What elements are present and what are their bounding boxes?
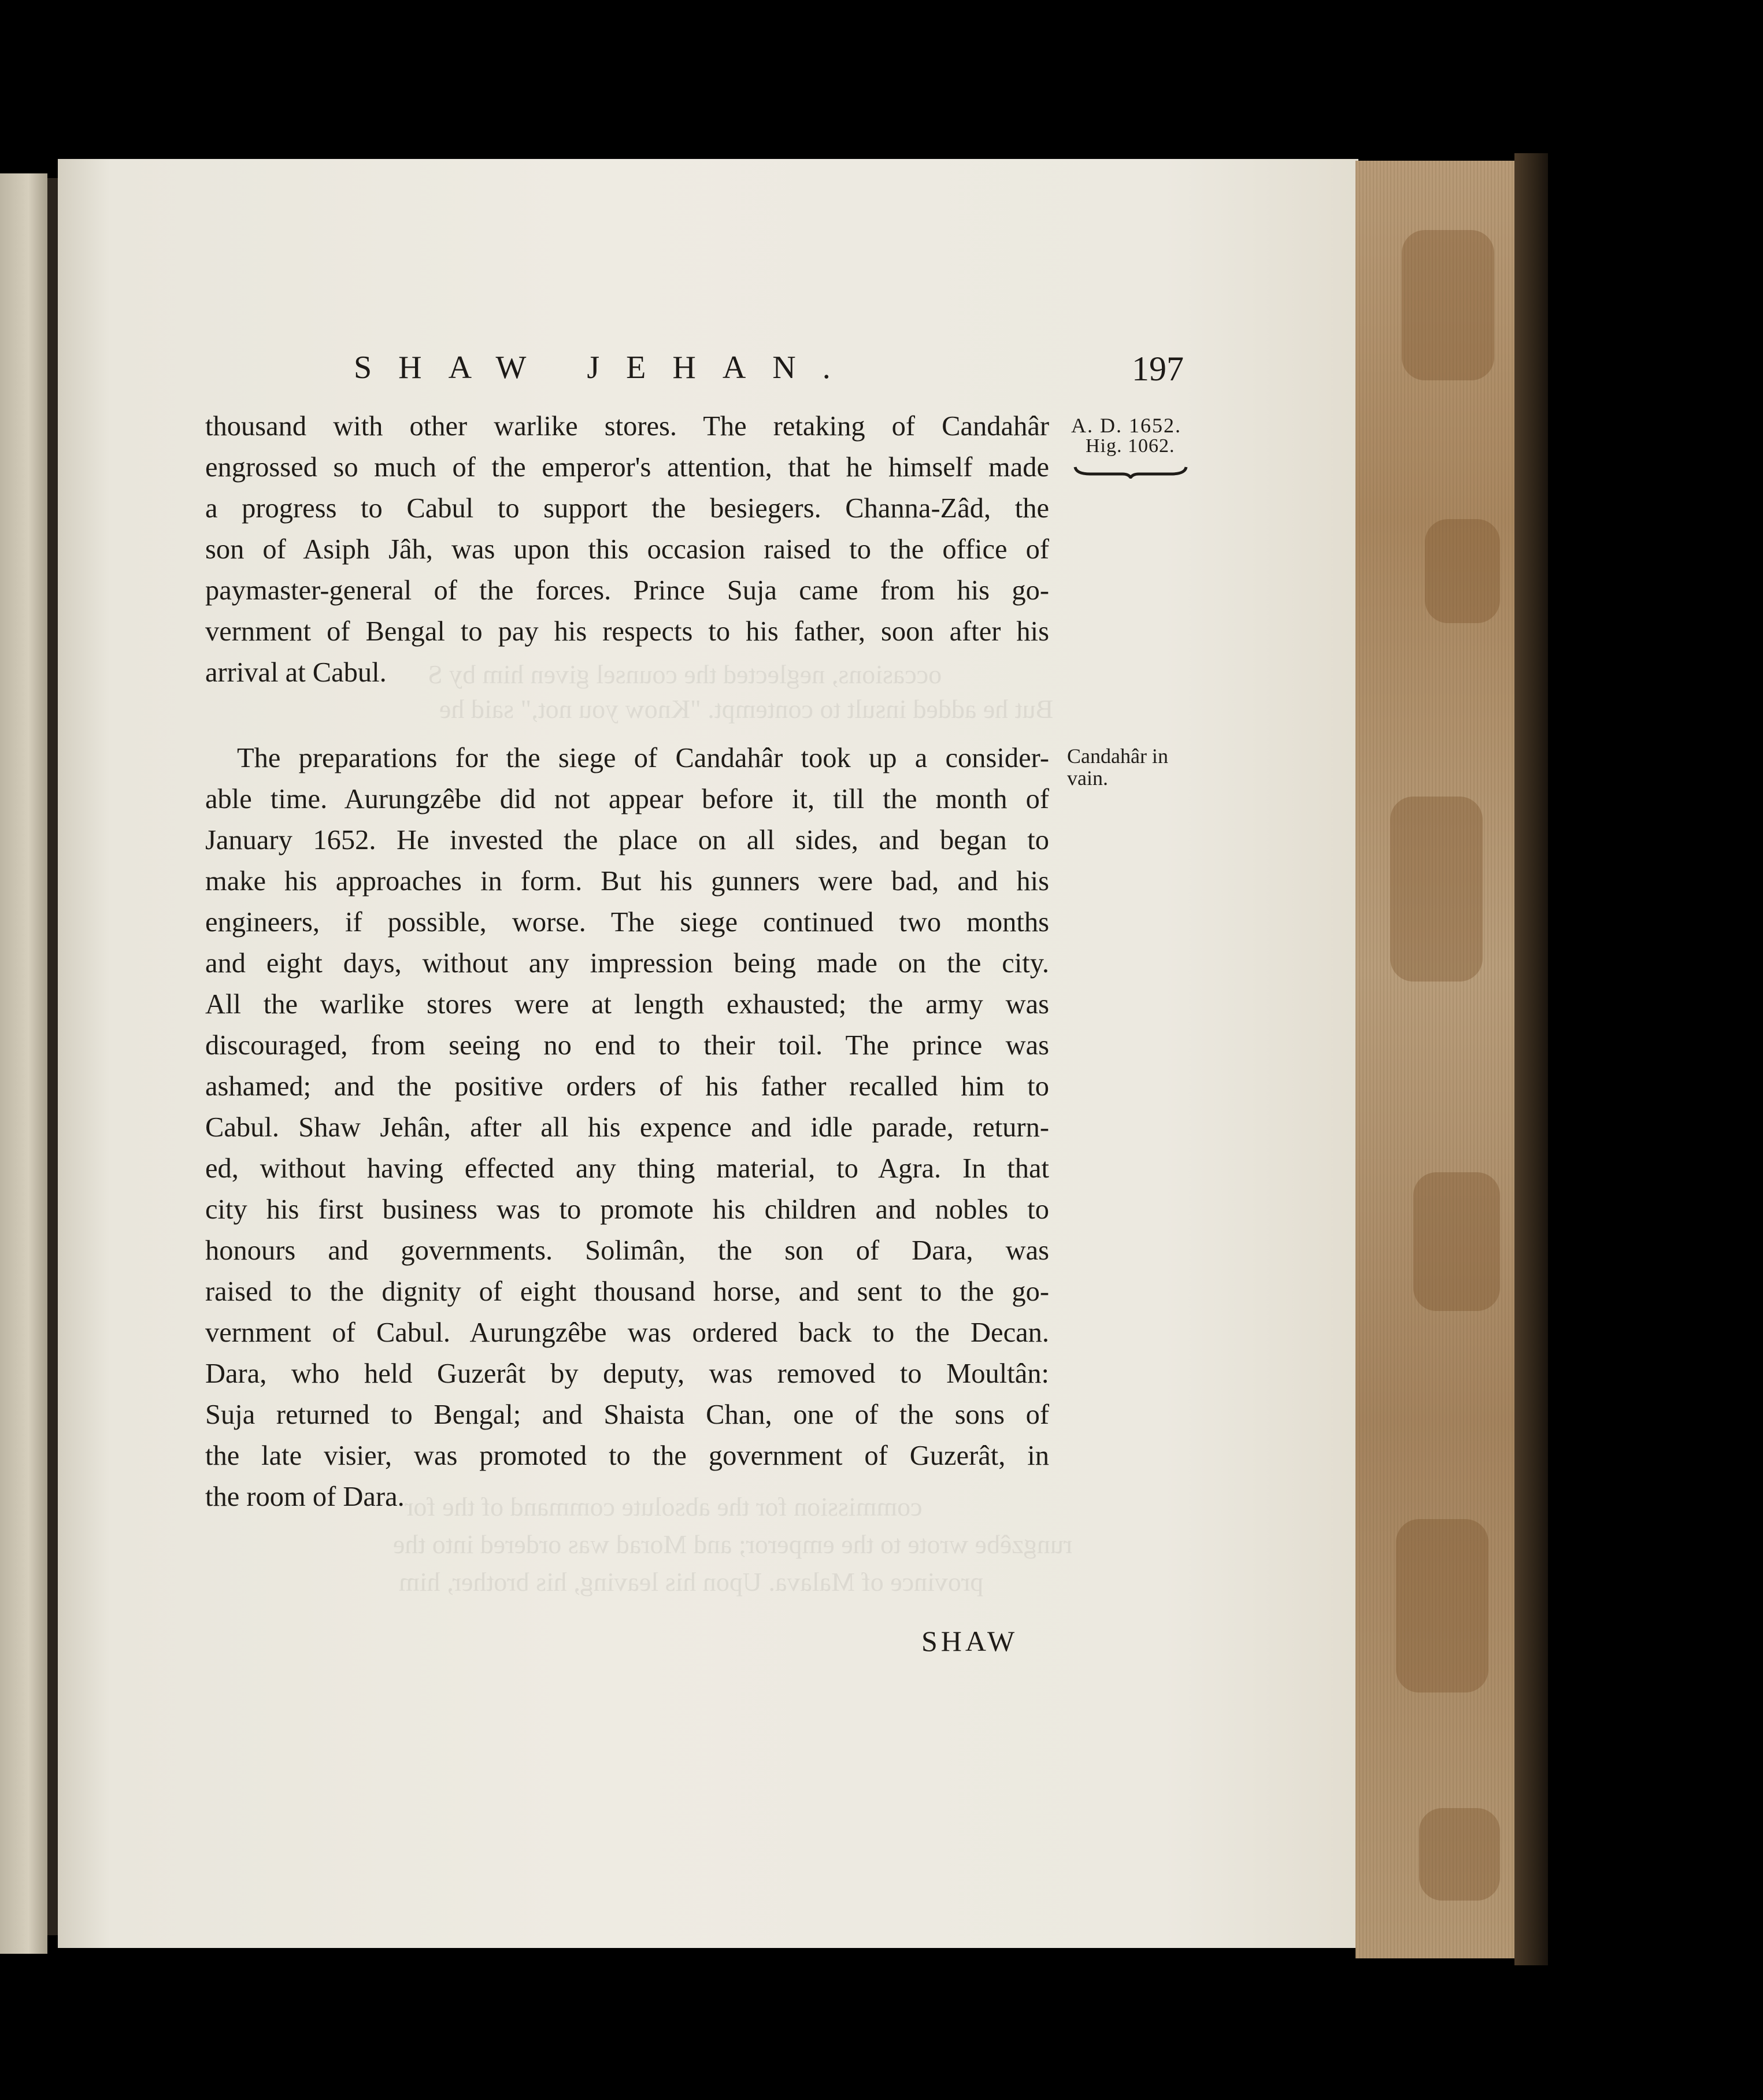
margin-date-ad: A. D. 1652. — [1071, 414, 1181, 437]
margin-note-vain: vain. — [1067, 766, 1108, 790]
text-line: Suja returned to Bengal; and Shaista Chan, one of the sons of — [205, 1399, 1049, 1430]
margin-date-hig: Hig. 1062. — [1086, 435, 1175, 457]
text-line: raised to the dignity of eight thousand horse, and sent to the go- — [205, 1276, 1049, 1307]
show-through-text: But he added insult to contempt. "Know you not," said he — [439, 694, 1054, 724]
text-line: the room of Dara. — [205, 1482, 405, 1512]
text-line: make his approaches in form. But his gunners were bad, and his — [205, 866, 1049, 897]
text-line: ed, without having effected any thing material, to Agra. In that — [205, 1153, 1049, 1184]
text-line: Dara, who held Guzerât by deputy, was removed to Moultân: — [205, 1358, 1049, 1389]
text-line: and eight days, without any impression being made on the city. — [205, 948, 1049, 979]
left-page-edge — [0, 173, 47, 1954]
text-line: a progress to Cabul to support the besiegers. Channa-Zâd, the — [205, 493, 1049, 524]
text-line: paymaster-general of the forces. Prince Suja came from his go- — [205, 575, 1049, 606]
margin-note-candahar: Candahâr in — [1067, 745, 1168, 768]
page-number: 197 — [1132, 350, 1184, 388]
page-fore-edge — [1355, 161, 1514, 1958]
text-line: thousand with other warlike stores. The retaking of Candahâr — [205, 411, 1049, 442]
text-line: Cabul. Shaw Jehân, after all his expence and idle parade, return- — [205, 1112, 1049, 1143]
text-line: ashamed; and the positive orders of his father recalled him to — [205, 1071, 1049, 1102]
text-line: the late visier, was promoted to the government of Guzerât, in — [205, 1440, 1049, 1471]
show-through-text: province of Malava. Upon his leaving, his brother, him — [399, 1567, 984, 1597]
text-line: son of Asiph Jâh, was upon this occasion raised to the office of — [205, 534, 1049, 565]
text-line: engineers, if possible, worse. The siege continued two months — [205, 907, 1049, 938]
text-line: The preparations for the siege of Candahâr took up a consider- — [237, 743, 1049, 773]
text-line: able time. Aurungzêbe did not appear before it, till the month of — [205, 784, 1049, 814]
show-through-text: rungzêbe wrote to the emperor; and Morad was ordered into the — [393, 1529, 1073, 1559]
catchword: SHAW — [921, 1625, 1018, 1657]
text-line: engrossed so much of the emperor's attention, that he himself made — [205, 452, 1049, 483]
text-line: All the warlike stores were at length exhausted; the army was — [205, 989, 1049, 1020]
show-through-text: occasions, neglected the counsel given him by S — [428, 660, 942, 689]
show-through-text: commission for the absolute command of the for — [405, 1492, 923, 1521]
text-line: discouraged, from seeing no end to their toil. The prince was — [205, 1030, 1049, 1061]
text-line: arrival at Cabul. — [205, 657, 387, 688]
text-line: honours and governments. Solimân, the son of Dara, was — [205, 1235, 1049, 1266]
text-line: January 1652. He invested the place on all sides, and began to — [205, 825, 1049, 855]
right-cover-board — [1514, 153, 1548, 1965]
text-line: vernment of Bengal to pay his respects to his father, soon after his — [205, 616, 1049, 647]
running-title: SHAW JEHAN. — [354, 350, 857, 386]
text-line: vernment of Cabul. Aurungzêbe was ordered back to the Decan. — [205, 1317, 1049, 1348]
text-line: city his first business was to promote his children and nobles to — [205, 1194, 1049, 1225]
brace-mark — [1073, 465, 1188, 479]
